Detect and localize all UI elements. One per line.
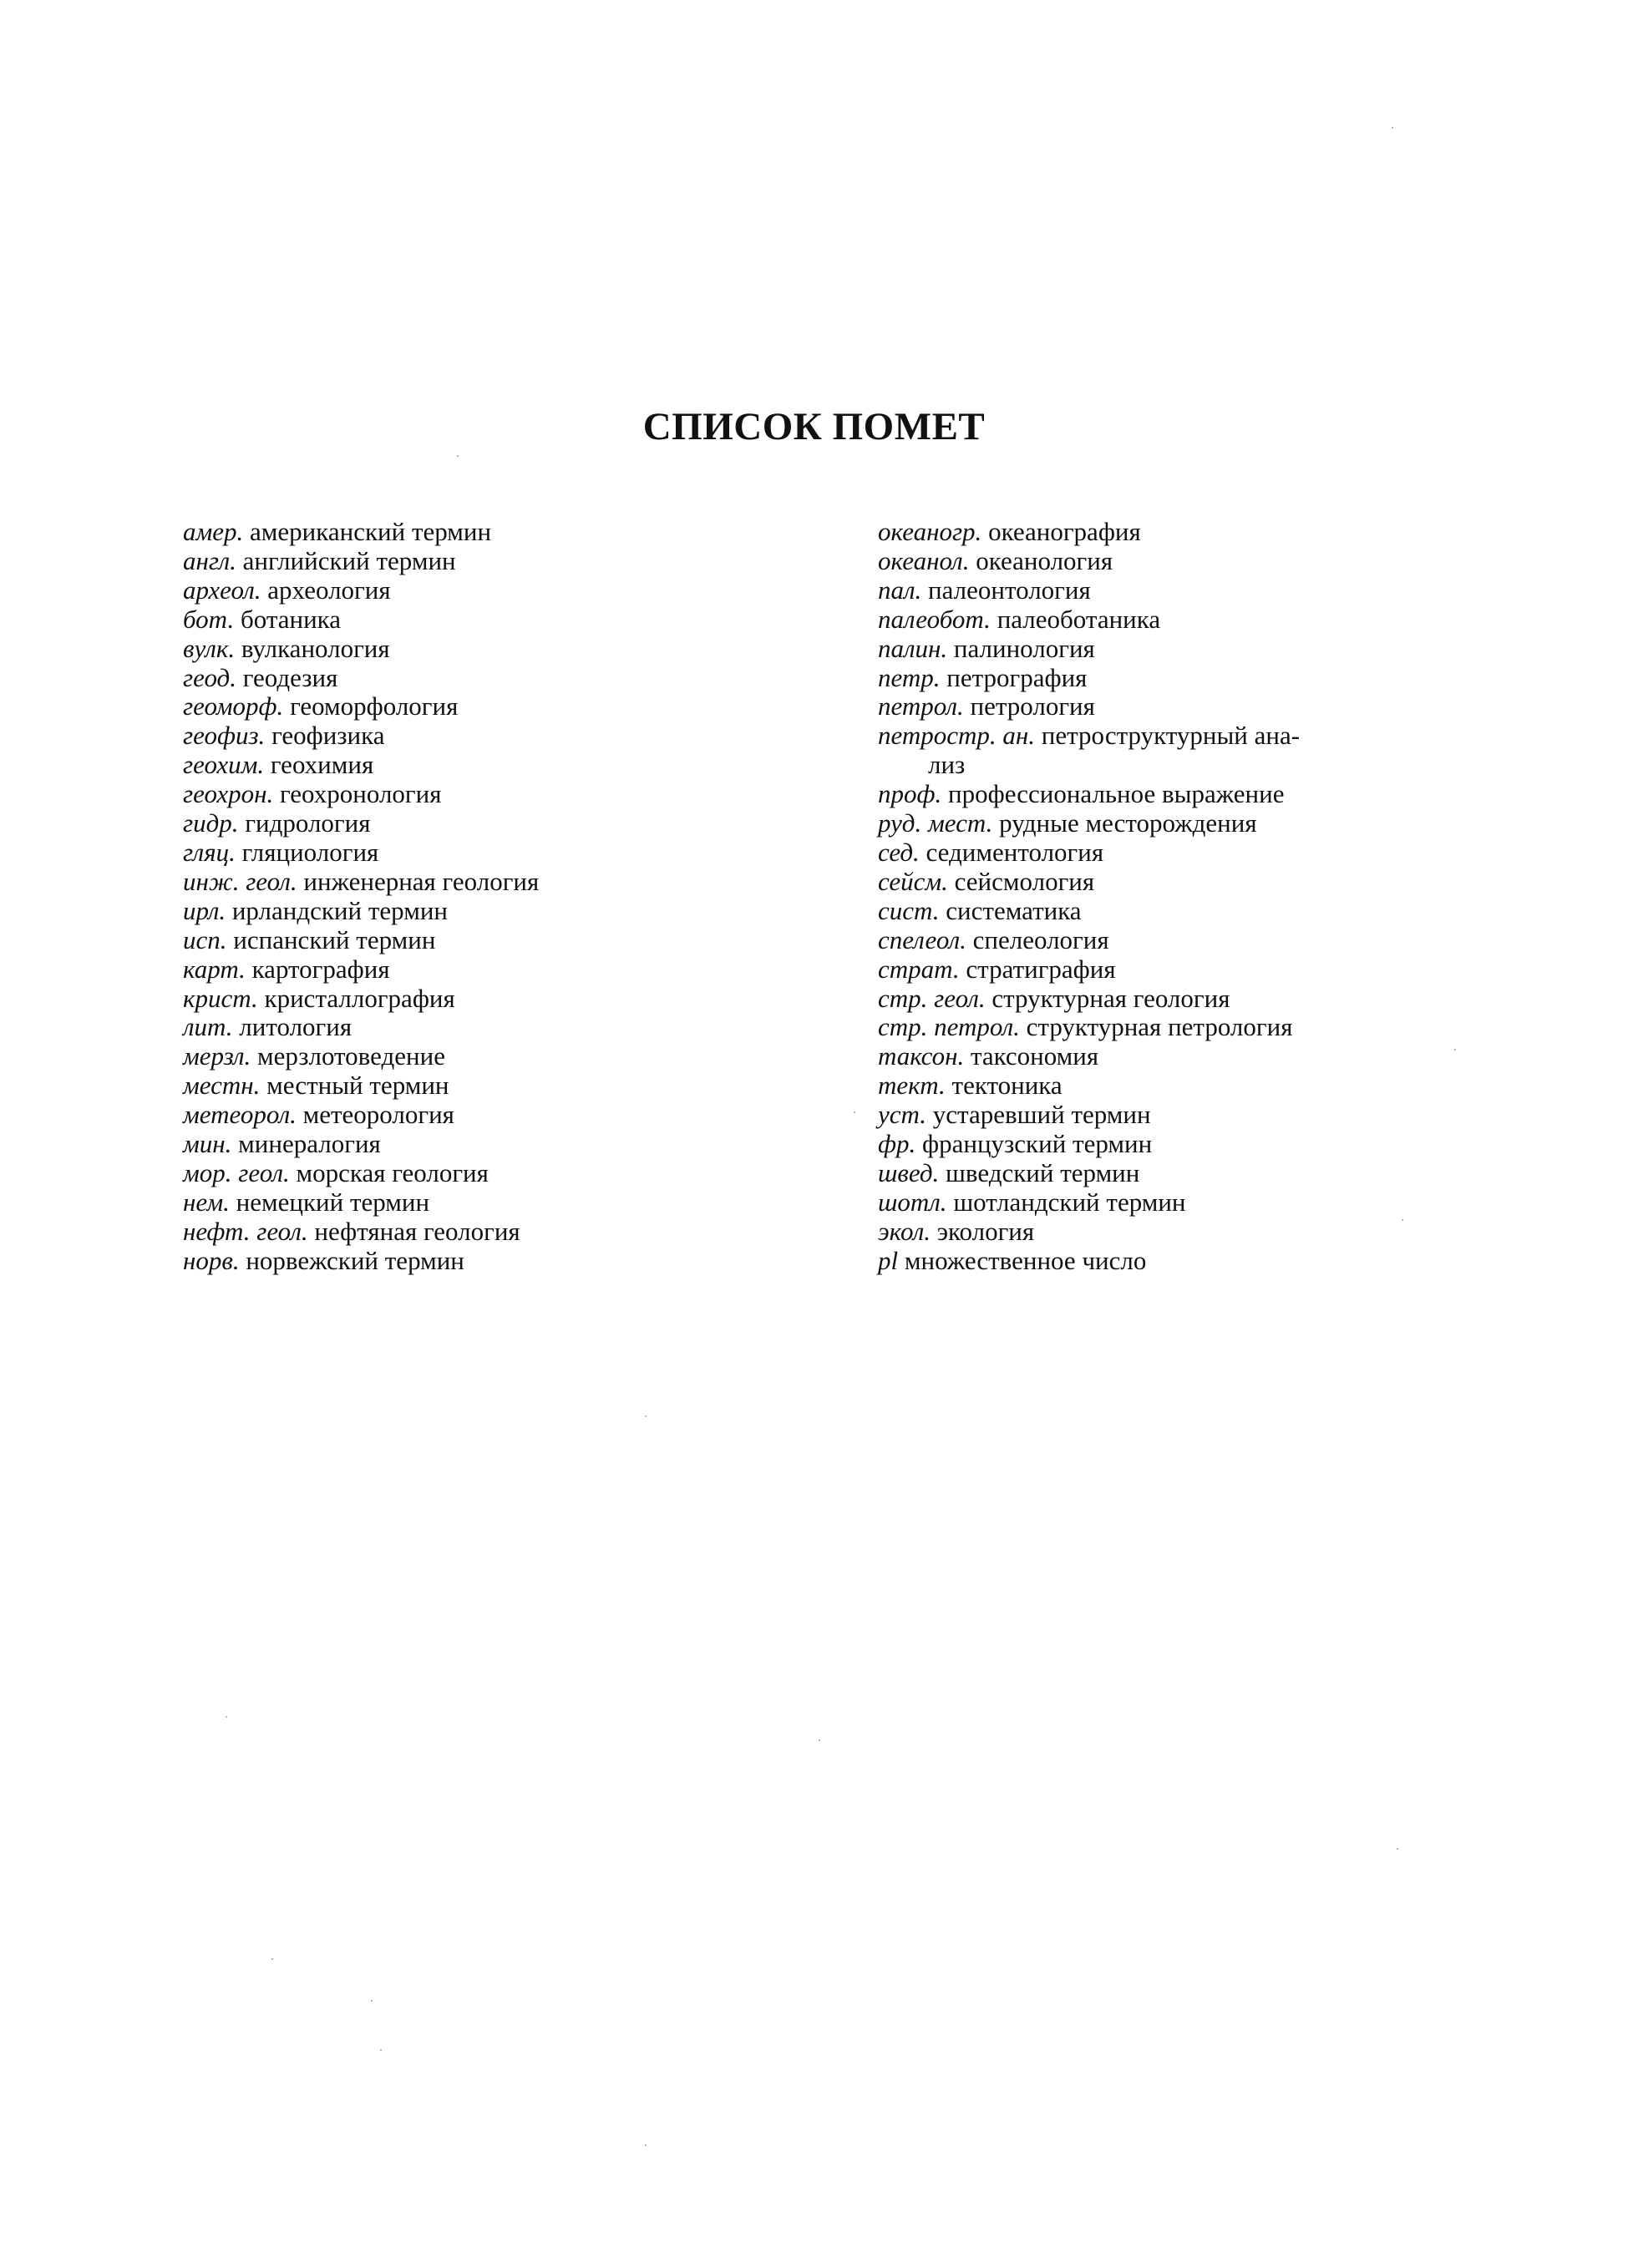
list-item — [183, 1159, 718, 1188]
abbreviation: петр. — [878, 662, 941, 692]
scan-speck — [819, 1739, 820, 1741]
abbreviation-meaning: петроструктурный ана- — [1041, 721, 1301, 751]
abbreviation: фр. — [878, 1129, 916, 1159]
abbreviation-meaning: литология — [239, 1012, 352, 1042]
abbreviation: вулк. — [183, 633, 236, 663]
abbreviation-meaning: немецкий термин — [236, 1187, 430, 1217]
list-item — [878, 1130, 1429, 1159]
abbreviation: петрол. — [878, 691, 964, 721]
abbreviation-meaning: сейсмология — [954, 866, 1095, 896]
abbreviation: нем. — [183, 1187, 230, 1217]
abbreviation: инж. геол. — [183, 866, 297, 896]
list-item — [878, 897, 1429, 926]
list-item — [878, 547, 1429, 576]
scan-speck — [371, 2000, 373, 2002]
list-item — [183, 692, 718, 721]
abbreviation-meaning: устаревший термин — [932, 1100, 1151, 1130]
abbreviation: палин. — [878, 633, 948, 663]
list-item — [183, 518, 718, 547]
abbreviation-meaning: океанография — [988, 517, 1141, 546]
abbreviation: страт. — [878, 954, 960, 984]
abbreviation: лит. — [183, 1012, 233, 1042]
abbreviation: руд. мест. — [878, 808, 993, 838]
abbreviation-meaning: экология — [936, 1216, 1035, 1246]
abbreviation-meaning: геофизика — [271, 721, 385, 751]
list-item — [183, 809, 718, 838]
scan-speck — [1392, 127, 1393, 129]
list-item — [183, 1247, 718, 1276]
list-item — [183, 1013, 718, 1042]
abbreviation-meaning: палеонтология — [928, 575, 1091, 605]
abbreviation: англ. — [183, 545, 236, 575]
list-item — [878, 780, 1429, 809]
list-item — [878, 1013, 1429, 1042]
abbreviation: шотл. — [878, 1187, 947, 1217]
list-item — [878, 1218, 1429, 1247]
list-item — [878, 1159, 1429, 1188]
abbreviation-meaning: морская геология — [296, 1157, 489, 1187]
scan-speck — [854, 1111, 855, 1113]
list-item — [878, 955, 1429, 985]
list-item — [878, 576, 1429, 605]
list-item — [183, 635, 718, 664]
scan-speck — [1397, 1848, 1398, 1850]
abbreviation: карт. — [183, 954, 246, 984]
scan-speck — [457, 455, 459, 457]
abbreviation: геохрон. — [183, 779, 274, 809]
abbreviation-meaning: геохимия — [270, 750, 374, 780]
abbreviation: петростр. ан. — [878, 721, 1036, 751]
abbreviation-meaning: геохронология — [279, 779, 442, 809]
list-item — [183, 751, 718, 780]
list-item — [183, 897, 718, 926]
scan-speck — [271, 1958, 273, 1960]
abbreviation-meaning: систематика — [946, 895, 1082, 925]
abbreviation: местн. — [183, 1071, 261, 1101]
list-item — [183, 955, 718, 985]
abbreviation: стр. петрол. — [878, 1012, 1020, 1042]
abbreviation: метеорол. — [183, 1100, 297, 1130]
abbreviation-list-right — [878, 518, 1429, 1276]
abbreviation: океанол. — [878, 545, 970, 575]
abbreviation: пал. — [878, 575, 922, 605]
abbreviation-meaning: таксономия — [970, 1041, 1099, 1071]
abbreviation-meaning: рудные месторождения — [999, 808, 1257, 838]
list-item — [878, 1247, 1429, 1276]
abbreviation-meaning: шотландский термин — [953, 1187, 1186, 1217]
abbreviation-list-left — [183, 518, 718, 1276]
abbreviation-meaning: петрография — [946, 662, 1088, 692]
abbreviation-meaning: гляциология — [241, 837, 379, 867]
abbreviation: стр. геол. — [878, 983, 986, 1013]
abbreviation-meaning: картография — [251, 954, 390, 984]
list-item — [183, 1042, 718, 1071]
abbreviation-meaning: множественное число — [904, 1245, 1147, 1275]
list-item — [878, 985, 1429, 1014]
list-item — [878, 721, 1429, 780]
abbreviation: ирл. — [183, 895, 226, 925]
abbreviation-meaning: инженерная геология — [303, 866, 540, 896]
list-item — [878, 1042, 1429, 1071]
list-item — [183, 838, 718, 868]
abbreviation-meaning: испанский термин — [233, 924, 436, 954]
abbreviation-meaning: американский термин — [250, 517, 492, 546]
abbreviation: археол. — [183, 575, 261, 605]
abbreviation: сист. — [878, 895, 940, 925]
list-item — [183, 1071, 718, 1101]
list-item — [878, 868, 1429, 897]
list-item — [183, 1188, 718, 1218]
list-item — [878, 635, 1429, 664]
list-item-first-line — [878, 721, 1429, 751]
scan-speck — [380, 2049, 382, 2051]
abbreviation-meaning: нефтяная геология — [314, 1216, 520, 1246]
list-item — [183, 1130, 718, 1159]
list-item — [183, 985, 718, 1014]
abbreviation-meaning: мерзлотоведение — [256, 1041, 445, 1071]
abbreviation-meaning: минералогия — [238, 1129, 381, 1159]
abbreviation-meaning: местный термин — [266, 1071, 449, 1101]
abbreviation: геоморф. — [183, 691, 284, 721]
list-item — [183, 926, 718, 955]
scan-speck — [645, 2144, 647, 2146]
abbreviation-meaning: стратиграфия — [966, 954, 1116, 984]
abbreviation: амер. — [183, 517, 244, 546]
list-item — [878, 1071, 1429, 1101]
list-item — [878, 838, 1429, 868]
abbreviation: норв. — [183, 1245, 240, 1275]
abbreviation: сед. — [878, 837, 920, 867]
scan-speck — [226, 1716, 227, 1718]
abbreviation: спелеол. — [878, 924, 966, 954]
abbreviation-meaning: структурная петрология — [1026, 1012, 1293, 1042]
abbreviation: океаногр. — [878, 517, 982, 546]
abbreviation-with-meaning — [878, 721, 1300, 751]
abbreviation-meaning: палеоботаника — [997, 604, 1161, 634]
abbreviation: сейсм. — [878, 866, 948, 896]
list-item — [878, 809, 1429, 838]
list-item — [878, 692, 1429, 721]
abbreviation: геод. — [183, 662, 236, 692]
abbreviation: бот. — [183, 604, 235, 634]
abbreviation: гидр. — [183, 808, 239, 838]
abbreviation: проф. — [878, 779, 942, 809]
abbreviation-meaning: палинология — [953, 633, 1095, 663]
scan-speck — [1402, 1219, 1403, 1221]
abbreviation-meaning: геоморфология — [290, 691, 459, 721]
list-item — [183, 1101, 718, 1130]
abbreviation-meaning: седиментология — [926, 837, 1104, 867]
list-item — [183, 1218, 718, 1247]
abbreviation: мин. — [183, 1129, 232, 1159]
abbreviation: гляц. — [183, 837, 236, 867]
abbreviation-meaning: геодезия — [242, 662, 338, 692]
abbreviation-meaning: английский термин — [242, 545, 456, 575]
abbreviation-meaning: археология — [267, 575, 391, 605]
abbreviation-meaning: тектоника — [951, 1071, 1063, 1101]
list-item — [878, 518, 1429, 547]
abbreviation: pl — [878, 1245, 899, 1275]
abbreviation-meaning: петрология — [970, 691, 1095, 721]
abbreviation-meaning: структурная геология — [992, 983, 1230, 1013]
list-item — [878, 664, 1429, 693]
list-item — [183, 576, 718, 605]
list-item — [183, 868, 718, 897]
list-item — [878, 926, 1429, 955]
abbreviation-meaning: профессиональное выражение — [948, 779, 1285, 809]
abbreviation: тект. — [878, 1071, 946, 1101]
abbreviation-meaning: гидрология — [245, 808, 371, 838]
abbreviation-meaning: океанология — [976, 545, 1113, 575]
abbreviation-meaning: кристаллография — [264, 983, 455, 1013]
abbreviation-meaning: ботаника — [240, 604, 342, 634]
abbreviation-meaning: шведский термин — [946, 1157, 1140, 1187]
list-item — [183, 547, 718, 576]
abbreviation: мерзл. — [183, 1041, 251, 1071]
list-item — [183, 721, 718, 751]
abbreviation: нефт. геол. — [183, 1216, 308, 1246]
list-item — [878, 1101, 1429, 1130]
abbreviation: исп. — [183, 924, 227, 954]
page-title: СПИСОК ПОМЕТ — [642, 405, 986, 448]
abbreviation: геофиз. — [183, 721, 266, 751]
abbreviation-meaning: метеорология — [302, 1100, 454, 1130]
abbreviation-meaning: спелеология — [972, 924, 1109, 954]
abbreviation: экол. — [878, 1216, 931, 1246]
list-item — [183, 605, 718, 635]
list-item — [183, 664, 718, 693]
scan-speck — [1454, 1049, 1456, 1050]
abbreviation: швед. — [878, 1157, 940, 1187]
abbreviation-meaning: норвежский термин — [246, 1245, 464, 1275]
abbreviation: крист. — [183, 983, 258, 1013]
abbreviation-meaning: вулканология — [241, 633, 390, 663]
abbreviation: геохим. — [183, 750, 265, 780]
abbreviation-meaning: французский термин — [922, 1129, 1153, 1159]
list-item — [878, 605, 1429, 635]
list-item — [183, 780, 718, 809]
abbreviation: таксон. — [878, 1041, 965, 1071]
abbreviation-meaning-continuation: лиз — [928, 750, 966, 780]
list-item — [878, 1188, 1429, 1218]
abbreviation: палеобот. — [878, 604, 991, 634]
scan-speck — [645, 1415, 647, 1417]
abbreviation: мор. геол. — [183, 1157, 290, 1187]
abbreviation: уст. — [878, 1100, 927, 1130]
abbreviation-meaning: ирландский термин — [231, 895, 449, 925]
